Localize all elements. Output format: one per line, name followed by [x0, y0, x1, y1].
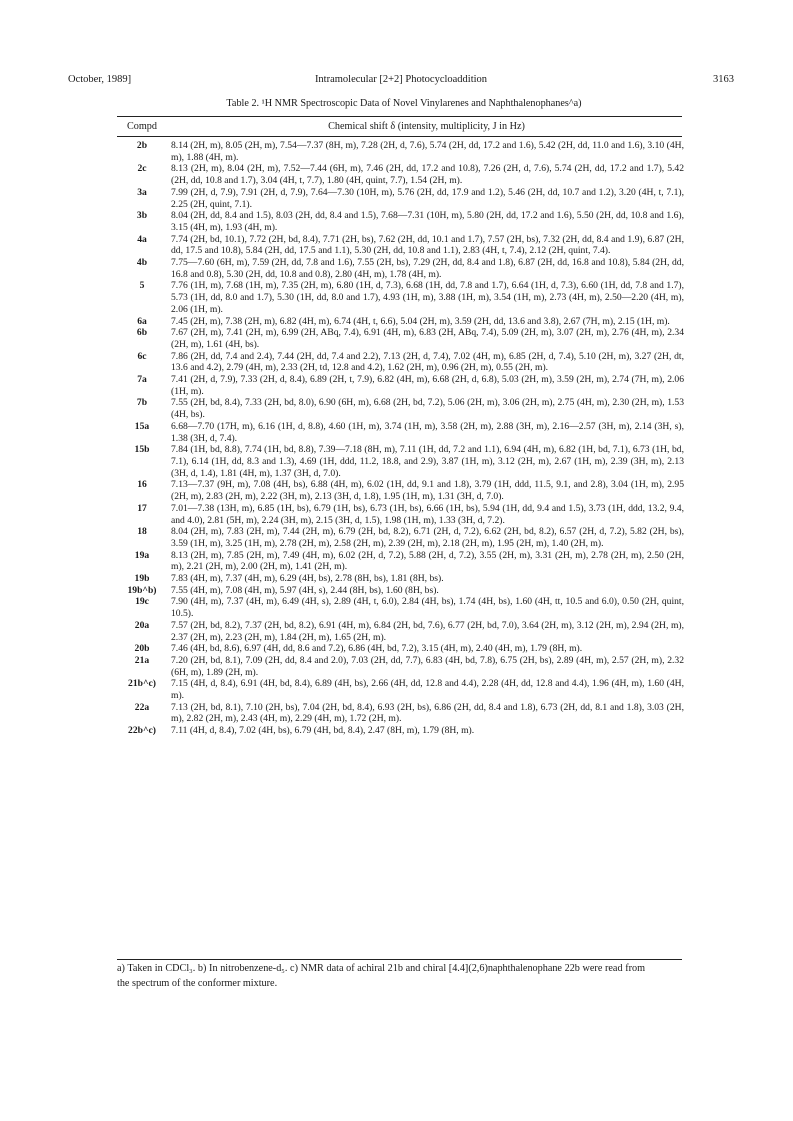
table-row [117, 596, 682, 619]
compound-id: 19b^b) [127, 584, 157, 596]
chemical-shift-data: 7.46 (4H, bd, 8.6), 6.97 (4H, dd, 8.6 and 7.2), 6.86 (4H, bd, 7.2), 3.15 (4H, m), 2.40 (4H, m), 1.79 (8H, m). [171, 643, 583, 655]
chemical-shift-data: 7.90 (4H, m), 7.37 (4H, m), 6.49 (4H, s), 2.89 (4H, t, 6.0), 2.84 (4H, bs), 1.74 (4H, bs), 1.60 (4H, tt, 10.5 and 6.0), 0.50 (2H, quint, 10.5). [171, 596, 684, 620]
chemical-shift-data: 8.13 (2H, m), 8.04 (2H, m), 7.52—7.44 (6H, m), 7.46 (2H, dd, 17.2 and 10.8), 7.26 (2H, d, 7.6), 5.74 (2H, dd, 17.2 and 1.7), 5.42 (2H, dd, 10.8 and 1.7), 3.04 (4H, t, 7.7), 1.80 (4H, quint, 7.7), 1.54 (2H, m). [171, 163, 684, 187]
compound-id: 4a [137, 233, 147, 245]
compound-id: 6b [136, 327, 148, 339]
chemical-shift-data: 8.04 (2H, dd, 8.4 and 1.5), 8.03 (2H, dd, 8.4 and 1.5), 7.68—7.31 (10H, m), 5.80 (2H, dd, 17.2 and 1.6), 5.50 (2H, dd, 10.8 and 1.6), 3.15 (4H, m), 1.93 (4H, m). [171, 210, 684, 233]
chemical-shift-data: 7.15 (4H, d, 8.4), 6.91 (4H, bd, 8.4), 6.89 (4H, bs), 2.66 (4H, dd, 12.8 and 4.4), 2.28 (4H, dd, 12.8 and 4.4), 1.96 (4H, m), 1.60 (4H, m). [171, 678, 684, 702]
chemical-shift-data: 7.13 (2H, bd, 8.1), 7.10 (2H, bs), 7.04 (2H, bd, 8.4), 6.93 (2H, bs), 6.86 (2H, dd, 8.4 and 1.8), 6.73 (2H, dd, 8.1 and 1.8), 3.03 (2H, m), 2.82 (2H, m), 2.43 (4H, m), 2.29 (4H, m), 1.72 (2H, m). [171, 701, 684, 725]
compound-id: 7a [137, 374, 147, 386]
chemical-shift-data: 8.13 (2H, m), 7.85 (2H, m), 7.49 (4H, m), 6.02 (2H, d, 7.2), 5.88 (2H, d, 7.2), 3.55 (2H, m), 3.31 (2H, m), 2.78 (2H, m), 2.50 (2H, m), 2.21 (2H, m), 2.00 (2H, m), 1.41 (2H, m). [171, 549, 684, 573]
compound-id: 6c [137, 350, 147, 362]
compound-id: 5 [139, 280, 145, 292]
table-row [117, 280, 682, 315]
header-date: October, 1989] [68, 74, 132, 85]
table-row [117, 573, 682, 585]
column-header-compd: Compd [126, 121, 157, 132]
chemical-shift-data: 7.74 (2H, bd, 10.1), 7.72 (2H, bd, 8.4), 7.71 (2H, bs), 7.62 (2H, dd, 10.1 and 1.7), 7.57 (2H, bs), 7.32 (2H, dd, 8.4 and 1.9), 6.87 (2H, dd, 17.5 and 10.8), 5.84 (2H, dd, 17.5 and 1.1), 5.30 (2H, dd, 10.8 and 1.1), 2.83 (4H, t, 7.4), 2.12 (2H, quint, 7.4). [171, 233, 684, 257]
table-row [117, 550, 682, 573]
running-header [68, 73, 734, 87]
table-row [117, 351, 682, 374]
table-row [117, 421, 682, 444]
chemical-shift-data: 7.11 (4H, d, 8.4), 7.02 (4H, bs), 6.79 (4H, bd, 8.4), 2.47 (8H, m), 1.79 (8H, m). [171, 725, 475, 737]
compound-id: 2c [137, 163, 147, 175]
table-row [117, 585, 682, 597]
compound-id: 15a [134, 420, 150, 432]
compound-id: 22b^c) [128, 725, 156, 737]
chemical-shift-data: 7.13—7.37 (9H, m), 7.08 (4H, bs), 6.88 (4H, m), 6.02 (1H, dd, 9.1 and 1.8), 3.79 (1H, ddd, 11.5, 9.1, and 2.8), 3.04 (1H, m), 2.95 (2H, m), 2.83 (2H, m), 2.22 (3H, m), 2.13 (3H, d, 1.8), 1.95 (1H, m), 1.31 (3H, d, 7.0). [171, 479, 684, 503]
chemical-shift-data: 7.75—7.60 (6H, m), 7.59 (2H, dd, 7.8 and 1.6), 7.55 (2H, bs), 7.29 (2H, dd, 8.4 and 1.8), 6.87 (2H, dd, 16.8 and 10.8), 5.84 (2H, dd, 16.8 and 0.8), 5.30 (2H, dd, 10.8 and 0.8), 2.80 (4H, m), 1.78 (4H, m). [171, 257, 684, 280]
table-row [117, 620, 682, 643]
table-row [117, 374, 682, 397]
table-row [117, 210, 682, 233]
chemical-shift-data: 7.55 (4H, m), 7.08 (4H, m), 5.97 (4H, s), 2.44 (8H, bs), 1.60 (8H, bs). [171, 584, 439, 596]
table-row [117, 397, 682, 420]
compound-id: 21b^c) [128, 678, 156, 690]
table-footnotes: a) Taken in CDCl₃. b) In nitrobenzene-d₅. c) NMR data of achiral 21b and chiral [4.4](2,6)naphthalenophane 22b were read from the spectrum of the conformer mixture. [117, 963, 645, 989]
chemical-shift-data: 7.01—7.38 (13H, m), 6.85 (1H, bs), 6.79 (1H, bs), 6.73 (1H, bs), 6.66 (1H, bs), 5.94 (1H, dd, 9.4 and 1.5), 3.73 (1H, ddd, 13.2, 9.4, and 4.0), 2.81 (5H, m), 2.24 (3H, m), 2.15 (3H, d, 1.5), 1.98 (1H, m), 1.33 (3H, d, 7.2). [171, 502, 684, 526]
chemical-shift-data: 7.86 (2H, dd, 7.4 and 2.4), 7.44 (2H, dd, 7.4 and 2.2), 7.13 (2H, d, 7.4), 7.02 (4H, m), 6.85 (2H, d, 7.4), 5.10 (2H, m), 3.27 (2H, dt, 13.6 and 4.2), 2.79 (4H, m), 2.33 (2H, td, 12.8 and 4.2), 1.62 (2H, m), 0.96 (2H, m), 0.55 (2H, m). [171, 350, 684, 374]
compound-id: 20a [134, 619, 150, 631]
chemical-shift-data: 7.76 (1H, m), 7.68 (1H, m), 7.35 (2H, m), 6.80 (1H, d, 7.3), 6.68 (1H, dd, 7.8 and 1.7), 6.64 (1H, d, 7.3), 6.60 (1H, dd, 7.8 and 1.7), 5.73 (1H, dd, 8.0 and 1.7), 5.30 (1H, dd, 8.0 and 1.7), 4.93 (1H, m), 3.88 (1H, m), 3.54 (1H, m), 2.73 (4H, m), 2.50—2.20 (4H, m), 2.06 (1H, m). [171, 280, 684, 315]
table-row [117, 479, 682, 502]
chemical-shift-data: 7.45 (2H, m), 7.38 (2H, m), 6.82 (4H, m), 6.74 (4H, t, 6.6), 5.04 (2H, m), 3.59 (2H, dd, 13.6 and 3.8), 2.67 (7H, m), 2.15 (1H, m). [171, 315, 670, 327]
table-top-rule [117, 116, 682, 117]
table-bottom-rule [117, 959, 682, 960]
chemical-shift-data: 7.83 (4H, m), 7.37 (4H, m), 6.29 (4H, bs), 2.78 (8H, bs), 1.81 (8H, bs). [171, 573, 444, 585]
chemical-shift-data: 7.41 (2H, d, 7.9), 7.33 (2H, d, 8.4), 6.89 (2H, t, 7.9), 6.82 (4H, m), 6.68 (2H, d, 6.8), 5.03 (2H, m), 3.59 (2H, m), 2.74 (7H, m), 2.06 (1H, m). [171, 374, 684, 397]
chemical-shift-data: 8.04 (2H, m), 7.83 (2H, m), 7.44 (2H, m), 6.79 (2H, bd, 8.2), 6.71 (2H, d, 7.2), 6.62 (2H, bd, 8.2), 6.57 (2H, d, 7.2), 5.82 (2H, bs), 3.59 (1H, m), 3.25 (1H, m), 2.78 (2H, m), 2.58 (2H, m), 2.39 (2H, m), 2.18 (2H, m), 1.95 (2H, m), 1.40 (2H, m). [171, 526, 684, 549]
compound-id: 16 [137, 479, 147, 491]
table-header-rule [117, 136, 682, 137]
compound-id: 18 [137, 526, 147, 538]
table-row [117, 163, 682, 186]
table-row [117, 702, 682, 725]
compound-id: 3b [136, 210, 148, 222]
header-title: Intramolecular [2+2] Photocycloaddition [314, 74, 488, 85]
compound-id: 19b [134, 573, 150, 585]
compound-id: 19c [135, 596, 149, 608]
compound-id: 6a [137, 315, 147, 327]
table-row [117, 187, 682, 210]
compound-id: 21a [134, 654, 150, 666]
table-body [117, 140, 682, 737]
table-row [117, 316, 682, 328]
column-header-chemical-shift: Chemical shift δ (intensity, multiplicity, J in Hz) [328, 121, 525, 132]
compound-id: 20b [134, 643, 150, 655]
table-row [117, 725, 682, 737]
table-row [117, 140, 682, 163]
table-row [117, 234, 682, 257]
compound-id: 22a [134, 701, 150, 713]
table-row [117, 643, 682, 655]
table-row [117, 526, 682, 549]
chemical-shift-data: 7.20 (2H, bd, 8.1), 7.09 (2H, dd, 8.4 and 2.0), 7.03 (2H, dd, 7.7), 6.83 (4H, bd, 7.8), 6.75 (2H, bs), 2.89 (4H, m), 2.57 (2H, m), 2.32 (6H, m), 1.89 (2H, m). [171, 654, 684, 678]
chemical-shift-data: 7.57 (2H, bd, 8.2), 7.37 (2H, bd, 8.2), 6.91 (4H, m), 6.84 (2H, bd, 7.6), 6.77 (2H, bd, 7.0), 3.64 (2H, m), 3.12 (2H, m), 2.94 (2H, m), 2.37 (2H, m), 2.23 (2H, m), 1.84 (2H, m), 1.65 (2H, m). [171, 619, 684, 643]
table-row [117, 655, 682, 678]
header-page-number: 3163 [713, 74, 734, 85]
compound-id: 17 [137, 502, 147, 514]
compound-id: 19a [134, 549, 150, 561]
chemical-shift-data: 8.14 (2H, m), 8.05 (2H, m), 7.54—7.37 (8H, m), 7.28 (2H, d, 7.6), 5.74 (2H, dd, 17.2 and 1.6), 5.42 (2H, dd, 11.0 and 1.6), 3.10 (4H, m), 1.88 (4H, m). [171, 140, 684, 163]
table-caption: Table 2. ¹H NMR Spectroscopic Data of Novel Vinylarenes and Naphthalenophanes^a) [226, 98, 582, 109]
compound-id: 2b [136, 140, 148, 151]
table-row [117, 444, 682, 479]
table-row [117, 678, 682, 701]
compound-id: 4b [136, 257, 148, 269]
chemical-shift-data: 7.84 (1H, bd, 8.8), 7.74 (1H, bd, 8.8), 7.39—7.18 (8H, m), 7.11 (1H, dd, 7.2 and 1.1), 6.94 (4H, m), 6.82 (1H, bd, 7.1), 6.73 (1H, bd, 7.1), 6.14 (1H, dd, 8.3 and 1.3), 4.69 (1H, ddd, 11.2, 18.8, and 2.9), 3.87 (1H, m), 3.12 (2H, m), 2.67 (1H, m), 2.39 (3H, m), 2.13 (3H, d, 1.4), 1.81 (4H, m), 1.37 (3H, d, 7.0). [171, 444, 684, 479]
chemical-shift-data: 7.55 (2H, bd, 8.4), 7.33 (2H, bd, 8.0), 6.90 (6H, m), 6.68 (2H, bd, 7.2), 5.06 (2H, m), 3.06 (2H, m), 2.75 (4H, m), 2.30 (2H, m), 1.53 (4H, bs). [171, 397, 684, 421]
table-row [117, 327, 682, 350]
compound-id: 3a [137, 186, 147, 198]
compound-id: 15b [134, 444, 150, 456]
table-row [117, 503, 682, 526]
table-row [117, 257, 682, 280]
chemical-shift-data: 7.67 (2H, m), 7.41 (2H, m), 6.99 (2H, ABq, 7.4), 6.91 (4H, m), 6.83 (2H, ABq, 7.4), 5.09 (2H, m), 3.07 (2H, m), 2.76 (4H, m), 2.34 (2H, m), 1.61 (4H, bs). [171, 327, 684, 350]
chemical-shift-data: 6.68—7.70 (17H, m), 6.16 (1H, d, 8.8), 4.60 (1H, m), 3.74 (1H, m), 3.58 (2H, m), 2.88 (3H, m), 2.16—2.57 (3H, m), 2.14 (3H, s), 1.38 (3H, d, 7.4). [171, 420, 684, 444]
chemical-shift-data: 7.99 (2H, d, 7.9), 7.91 (2H, d, 7.9), 7.64—7.30 (10H, m), 5.76 (2H, dd, 17.9 and 1.2), 5.46 (2H, dd, 10.7 and 1.2), 3.20 (4H, t, 7.1), 2.25 (2H, quint, 7.1). [171, 186, 684, 210]
compound-id: 7b [136, 397, 148, 409]
